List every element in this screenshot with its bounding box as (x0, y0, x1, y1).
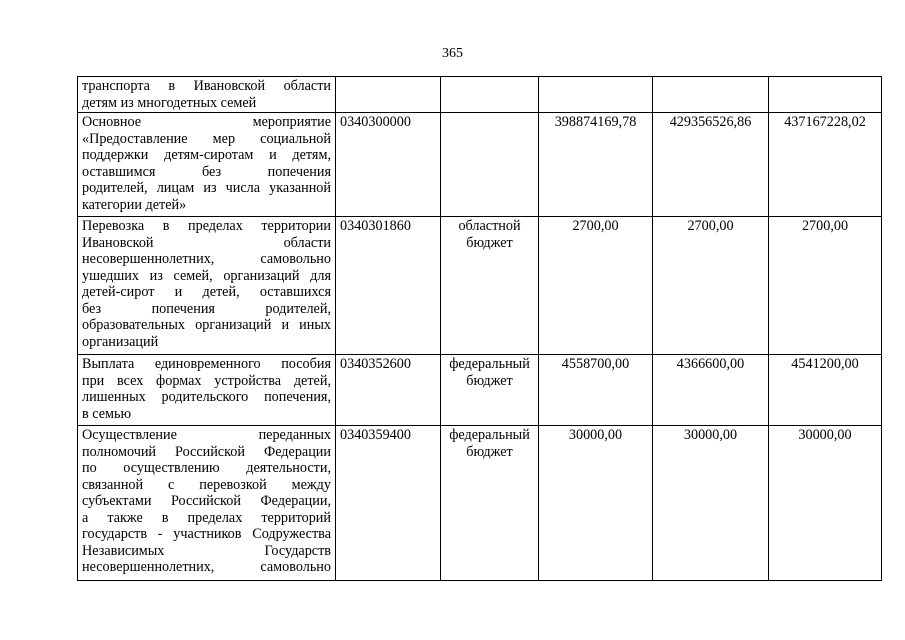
row-code: 0340301860 (336, 217, 441, 355)
table-row (78, 217, 882, 355)
row-year3: 437167228,02 (769, 113, 882, 217)
row-name-line: поддержки детям-сиротам и детям, (82, 147, 331, 163)
row-code (336, 77, 441, 113)
row-name-line: государств - участников Содружества (82, 526, 331, 542)
row-source: областной бюджет (441, 217, 539, 355)
row-name-line: категории детей» (82, 196, 187, 213)
row-name-line: родителей, лицам из числа указанной (82, 180, 331, 196)
row-name-line: несовершеннолетних, самовольно (82, 559, 331, 575)
row-year1: 4558700,00 (539, 355, 653, 426)
row-year3 (769, 77, 882, 113)
row-code: 0340352600 (336, 355, 441, 426)
row-year1: 398874169,78 (539, 113, 653, 217)
row-name (78, 113, 336, 217)
row-name-line: организаций (82, 333, 159, 350)
row-name-line: а также в пределах территорий (82, 509, 331, 526)
row-year2 (653, 77, 769, 113)
row-code: 0340359400 (336, 426, 441, 581)
row-name-line: Ивановской области (82, 234, 331, 251)
row-name (78, 77, 336, 113)
row-name-line: Перевозка в пределах территории (82, 218, 331, 234)
row-name-line: по осуществлению деятельности, (82, 460, 331, 476)
row-name-line: Основное мероприятие (82, 114, 331, 130)
table-row (78, 426, 882, 581)
budget-table (77, 76, 882, 581)
row-name-line: связанной с перевозкой между (82, 476, 331, 493)
row-code: 0340300000 (336, 113, 441, 217)
row-source (441, 77, 539, 113)
row-name-line: оставшимся без попечения (82, 163, 331, 180)
row-year2: 429356526,86 (653, 113, 769, 217)
row-year3: 2700,00 (769, 217, 882, 355)
row-name (78, 426, 336, 581)
row-name-line: несовершеннолетних, самовольно (82, 251, 331, 267)
row-year2: 30000,00 (653, 426, 769, 581)
row-name-line: субъектами Российской Федерации, (82, 493, 331, 509)
row-name-line: в семью (82, 405, 132, 422)
row-year2: 4366600,00 (653, 355, 769, 426)
row-name-line: «Предоставление мер социальной (82, 130, 331, 147)
row-name-line: детей-сирот и детей, оставшихся (82, 284, 331, 300)
row-name-line: Осуществление переданных (82, 427, 331, 443)
row-year3: 4541200,00 (769, 355, 882, 426)
table-row (78, 355, 882, 426)
row-name-line: детям из многодетных семей (82, 94, 257, 111)
row-name-line: полномочий Российской Федерации (82, 443, 331, 460)
table-row (78, 113, 882, 217)
row-year3: 30000,00 (769, 426, 882, 581)
row-name-line: лишенных родительского попечения, (82, 389, 331, 405)
page-number: 365 (442, 46, 463, 61)
row-name-line: ушедших из семей, организаций для (82, 267, 331, 284)
row-name-line: образовательных организаций и иных (82, 317, 331, 333)
row-name-line: транспорта в Ивановской области (82, 78, 331, 94)
row-source: федеральный бюджет (441, 426, 539, 581)
row-year2: 2700,00 (653, 217, 769, 355)
row-year1: 2700,00 (539, 217, 653, 355)
row-source: федеральный бюджет (441, 355, 539, 426)
row-name-line: Выплата единовременного пособия (82, 356, 331, 372)
row-name-line: при всех формах устройства детей, (82, 372, 331, 389)
row-name-line: без попечения родителей, (82, 300, 331, 317)
row-name (78, 355, 336, 426)
row-year1 (539, 77, 653, 113)
table-row (78, 77, 882, 113)
row-name (78, 217, 336, 355)
row-source (441, 113, 539, 217)
row-year1: 30000,00 (539, 426, 653, 581)
row-name-line: Независимых Государств (82, 542, 331, 559)
